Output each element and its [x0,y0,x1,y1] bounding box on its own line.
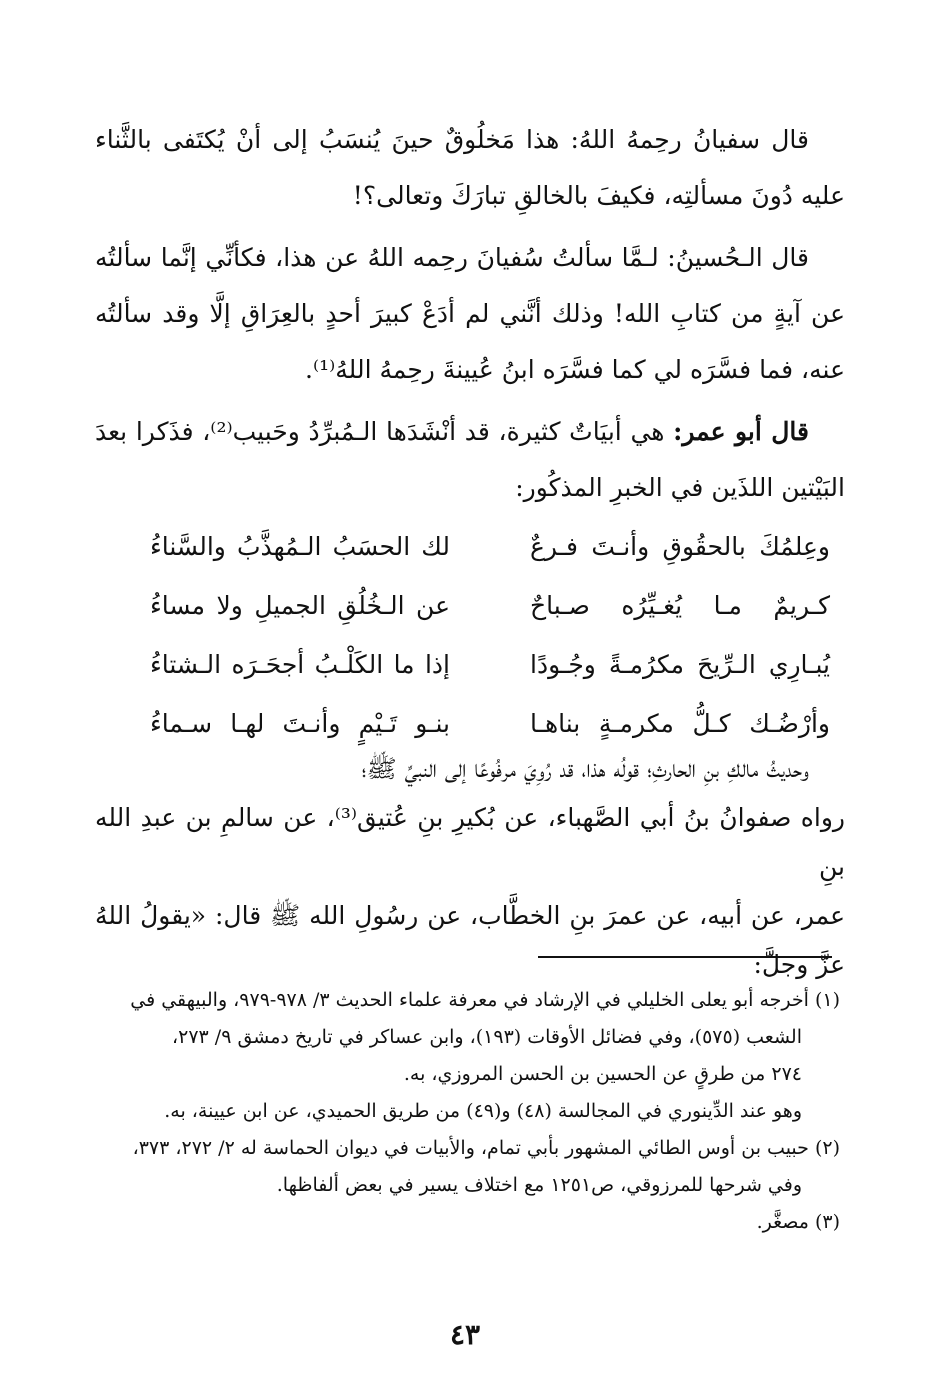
footnote-1-continuation: الشعب (٥٧٥)، وفي فضائل الأوقات (١٩٣)، وابن عساكر في تاريخ دمشق ٩/ ٢٧٣، [171,1026,802,1048]
footnotes [95,982,840,1241]
verse-first-hemistich: كـريمٌ مـا يُغـيِّرُه صـباحٌ [530,591,830,620]
verse-first-hemistich: وعِلمُكَ بالحقُوقِ وأنـتَ فـرعٌ [530,532,830,561]
footnote-1-note: وهو عند الدِّينوري في المجالسة (٤٨) و(٤٩) من طريق الحميدي، عن ابن عيينة، به. [164,1100,802,1122]
paragraph-abu-umar-text: هي أبيَاتٌ كثيرة، قد أنْشَدَها الـمُبرِّدُ وحَبيب⁽²⁾، فذَكرا بعدَ البَيْتين اللذَين في الخبرِ المذكُور: [95,417,845,502]
verse-second-hemistich: بنـو تَـيْمٍ وأنـتَ لهـا سـماءُ [150,709,450,738]
poem-verses [110,517,830,753]
verse-second-hemistich: إذا ما الكَلْـبُ أجحَـرَه الـشتاءُ [150,650,450,679]
footnote-1-continuation: ٢٧٤ من طرقٍ عن الحسين بن الحسن المروزي، به. [403,1063,802,1085]
paragraph-abu-umar [95,404,845,516]
hadith-paragraph [95,744,845,989]
footnote-2: (٢) حبيب بن أوس الطائي المشهور بأبي تمام، والأبيات في ديوان الحماسة له ٢/ ٢٧٢، ٣٧٣، [132,1137,840,1159]
page-number: ٤٣ [449,1318,481,1351]
paragraph-sufyan: قال سفيانُ رحِمهُ اللهُ: هذا مَخلُوقٌ حينَ يُنسَبُ إلى أنْ يُكتَفى بالثَّناء عليه دُونَ مسألتِه، فكيفَ بالخالقِ تبارَكَ وتعالى؟! [95,125,845,210]
verse-first-hemistich: وأرْضُـك كـلُّ مكرمـةٍ بناهـا [530,709,830,738]
verse-line [110,517,830,576]
speaker-label: قال أبو عمر: [673,417,809,446]
verse-line [110,576,830,635]
footnote-1: (١) أخرجه أبو يعلى الخليلي في الإرشاد في معرفة علماء الحديث ٣/ ٩٧٨-٩٧٩، والبيهقي في [130,989,840,1011]
verse-first-hemistich: يُبـارِي الـرِّيحَ مكرُمـةً وجُـودًا [530,650,830,679]
verse-second-hemistich: عن الـخُلُقِ الجميلِ ولا مساءُ [150,591,450,620]
footnote-2-continuation: وفي شرحها للمرزوقي، ص١٢٥١ مع اختلاف يسير في بعض ألفاظها. [276,1174,802,1196]
verse-line [110,635,830,694]
main-text [95,112,845,516]
paragraph-husayn: قال الـحُسينُ: لـمَّا سألتُ سُفيانَ رحِمه اللهُ عن هذا، فكأنِّي إنَّما سألتُه عن آيةٍ من كتابِ الله! وذلك أنَّني لم أدَعْ كبيرَ أحدٍ بالعِرَاقِ إلَّا وقد سألتُه عنه، فما فسَّرَه لي كما فسَّرَه ابنُ عُيينةَ رحِمهُ اللهُ⁽¹⁾. [95,243,845,384]
footnote-separator [538,956,832,958]
verse-second-hemistich: لك الحسَبُ الـمُهذَّبُ والسَّناءُ [150,532,450,561]
hadith-line: رواه صفوانُ بنُ أبي الصَّهباء، عن بُكيرِ بنِ عُتيق⁽³⁾، عن سالمِ بن عبدِ الله بنِ [95,803,845,881]
footnote-3: (٣) مصغَّر. [756,1211,840,1233]
hadith-line: عمر، عن أبيه، عن عمرَ بنِ الخطَّاب، عن رسُولِ الله ﷺ قال: «يقولُ اللهُ عزَّ وجلَّ: [95,901,845,979]
hadith-line: وحديثُ مالكِ بنِ الحارثِ؛ قولُه هذا، قد رُوِيَ مرفُوعًا إلى النبيِّ ﷺ؛ [361,754,809,783]
